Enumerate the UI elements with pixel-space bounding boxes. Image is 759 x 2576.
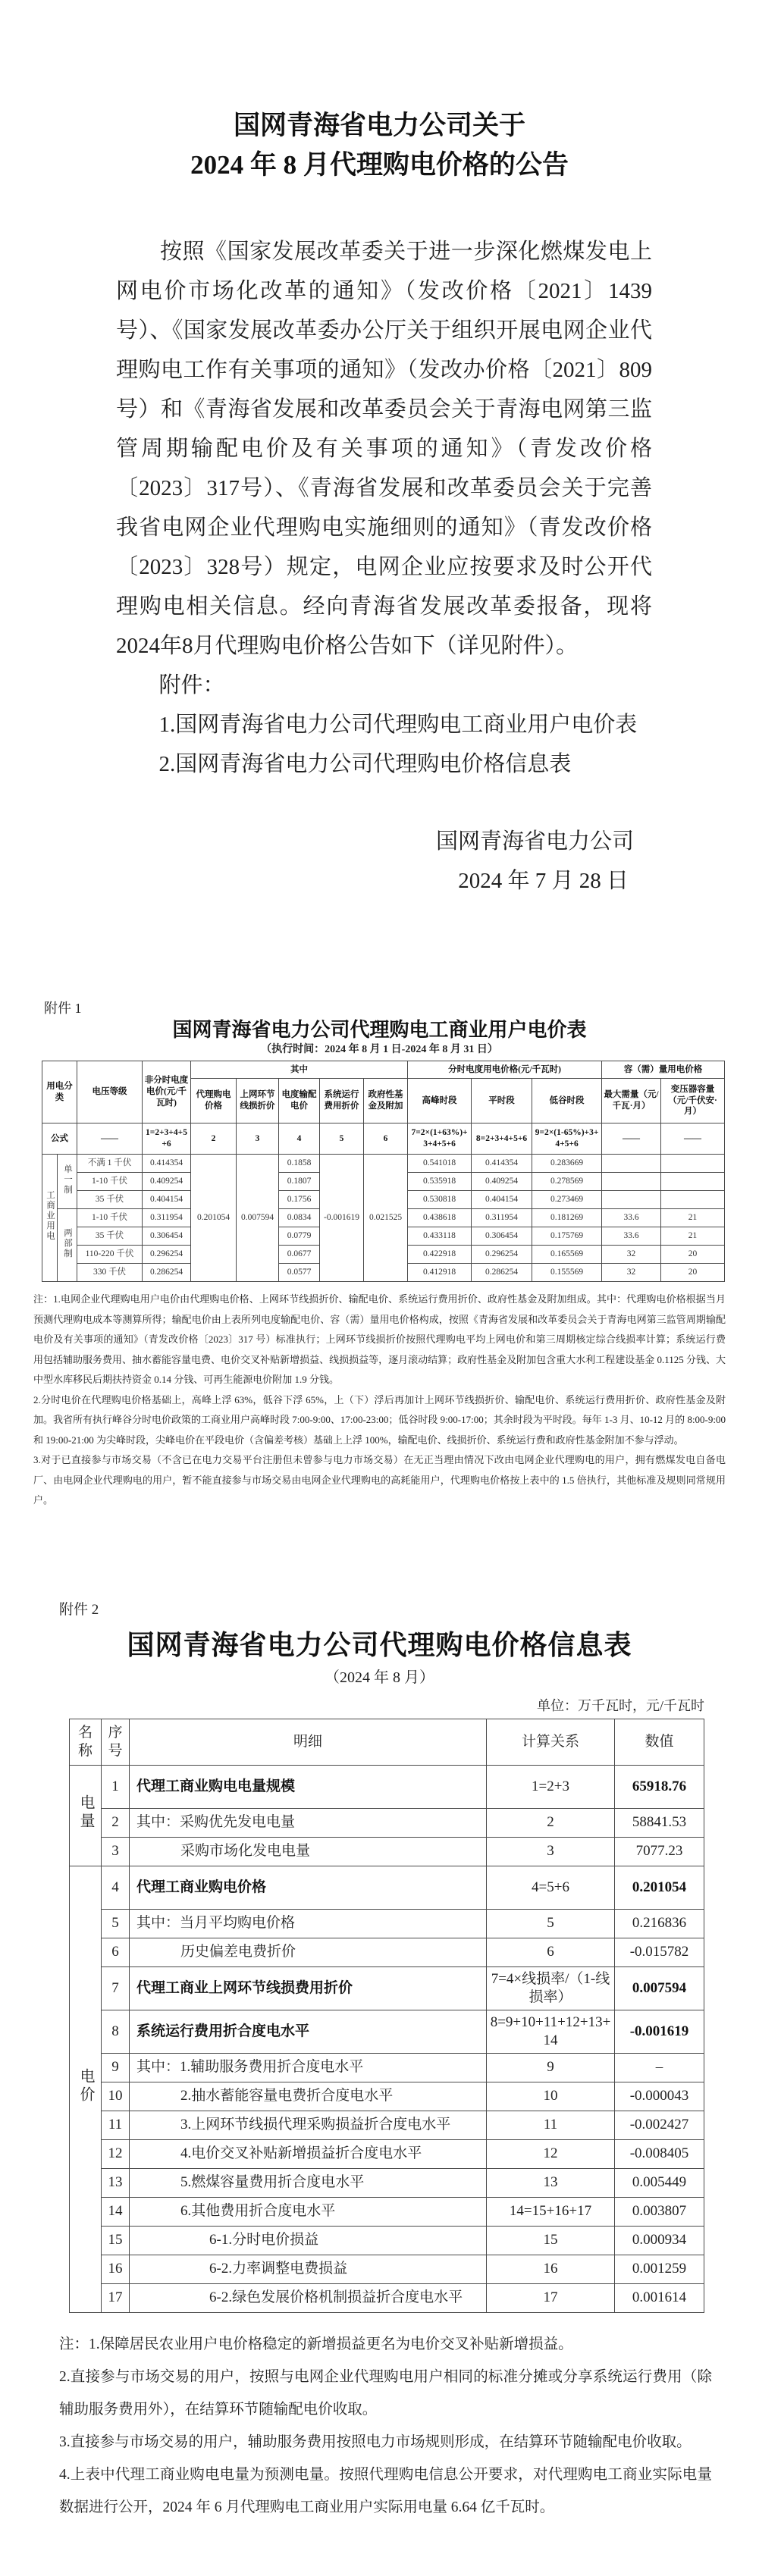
row-value: 58841.53	[615, 1808, 704, 1837]
row-value: 0.001259	[615, 2255, 704, 2283]
peak-cell: 0.433118	[408, 1227, 472, 1246]
formula-system: 5	[320, 1123, 364, 1155]
annex2-label: 附件 2	[59, 1601, 99, 1618]
row-detail: 3.上网环节线损代理采购损益折合度电水平	[130, 2111, 487, 2139]
table-row	[70, 2010, 704, 2053]
col-name: 名称	[70, 1719, 102, 1765]
peak-cell: 0.535918	[408, 1173, 472, 1191]
col-value: 数值	[615, 1719, 704, 1765]
row-value: 0.001614	[615, 2283, 704, 2312]
row-detail: 其中：当月平均购电价格	[130, 1909, 487, 1938]
row-value: 0.201054	[615, 1866, 704, 1909]
section-energy-cell	[70, 1765, 102, 1866]
transformer-cell	[661, 1155, 725, 1173]
valley-cell: 0.278569	[532, 1173, 602, 1191]
voltage-cell: 330 千伏	[77, 1264, 143, 1282]
row-relation: 16	[487, 2255, 615, 2283]
voltage-cell: 1-10 千伏	[77, 1173, 143, 1191]
formula-label: 公式	[42, 1123, 77, 1155]
row-value: 0.003807	[615, 2197, 704, 2226]
row-relation: 13	[487, 2168, 615, 2197]
row-relation: 17	[487, 2283, 615, 2312]
announcement-paragraph: 按照《国家发展改革委关于进一步深化燃煤发电上网电价市场化改革的通知》（发改价格〔2021〕1439号）、《国家发展改革委办公厅关于组织开展电网企业代理购电工作有关事项的通知》（发改办价格〔2021〕809号）和《青海省发展和改革委员会关于青海电网第三监管周期输配电价及有关事项的通知》（青发改价格〔2023〕317号）、《青海省发展和改革委员会关于完善我省电网企业代理购电实施细则的通知》（青发改价格〔2023〕328号）规定，电网企业应按要求及时公开代理购电相关信息。经向青海省发展改革委报备，现将2024年8月代理购电价格公告如下（详见附件）。	[116, 240, 652, 658]
col-relation: 计算关系	[487, 1719, 615, 1765]
table-row	[70, 2283, 704, 2312]
formula-lineloss: 3	[237, 1123, 279, 1155]
row-value: -0.001619	[615, 2010, 704, 2053]
formula-peak: 7=2×(1+63%)+3+4+5+6	[408, 1123, 472, 1155]
signature-company: 国网青海省电力公司	[435, 829, 634, 854]
row-relation: 12	[487, 2139, 615, 2168]
table-row	[70, 2111, 704, 2139]
col-transformer-capacity: 变压器容量（元/千伏安·月）	[661, 1079, 725, 1123]
transformer-cell	[661, 1173, 725, 1191]
annex1-table-subtitle: （执行时间：2024 年 8 月 1 日-2024 年 8 月 31 日）	[261, 1044, 498, 1055]
row-detail: 6-2.绿色发展价格机制损益折合度电水平	[130, 2283, 487, 2312]
row-value: 65918.76	[615, 1765, 704, 1808]
attachments-label: 附件：	[158, 673, 225, 697]
flat-cell: 0.306454	[472, 1227, 532, 1246]
row-detail: 采购市场化发电电量	[130, 1837, 487, 1866]
row-no: 15	[102, 2226, 130, 2255]
voltage-cell: 1-10 千伏	[77, 1209, 143, 1227]
row-no: 14	[102, 2197, 130, 2226]
max-demand-cell	[602, 1155, 661, 1173]
col-lineloss-discount: 上网环节线损折价	[237, 1079, 279, 1123]
annex1-notes	[33, 1290, 726, 1511]
row-no: 2	[102, 1808, 130, 1837]
row-relation: 4=5+6	[487, 1866, 615, 1909]
col-no: 序号	[102, 1719, 130, 1765]
max-demand-cell	[602, 1173, 661, 1191]
row-value: –	[615, 2053, 704, 2082]
annex2-unit-note: 单位：万千瓦时，元/千瓦时	[537, 1697, 704, 1713]
signature-date: 2024 年 7 月 28 日	[458, 869, 629, 893]
formula-max-demand: ——	[602, 1123, 661, 1155]
lineloss-cell: 0.007594	[237, 1155, 279, 1282]
valley-cell: 0.283669	[532, 1155, 602, 1173]
transformer-cell: 21	[661, 1209, 725, 1227]
row-relation: 9	[487, 2053, 615, 2082]
announcement-title-line1: 国网青海省电力公司关于	[233, 111, 525, 140]
usage-category-label: 工商业用电	[45, 1190, 55, 1242]
row-detail: 2.抽水蓄能容量电费折合度电水平	[130, 2082, 487, 2111]
table-row	[70, 2197, 704, 2226]
row-detail: 4.电价交叉补贴新增损益折合度电水平	[130, 2139, 487, 2168]
usage-category-cell	[42, 1155, 58, 1282]
flat-cell: 0.296254	[472, 1246, 532, 1264]
annex2-table-subtitle: （2024 年 8 月）	[325, 1669, 434, 1686]
row-detail: 历史偏差电费折价	[130, 1938, 487, 1966]
col-distribution-price: 电度输配电价	[279, 1079, 320, 1123]
formula-nontime: 1=2+3+4+5+6	[143, 1123, 191, 1155]
peak-cell: 0.541018	[408, 1155, 472, 1173]
distribution-cell: 0.0779	[279, 1227, 320, 1246]
formula-govfund: 6	[364, 1123, 408, 1155]
single-system-label: 单一制	[62, 1164, 72, 1196]
annex1-note-3: 3.对于已直接参与市场交易（不含已在电力交易平台注册但未曾参与电力市场交易）在无正当理由情况下改由电网企业代理购电的用户，拥有燃煤发电自备电厂、由电网企业代理购电的用户，暂不能直接参与市场交易由电网企业代理购电的高耗能用户，代理购电价格按上表中的 1.5 倍执行，其他标准及规则同常规用户。	[33, 1454, 726, 1506]
max-demand-cell	[602, 1191, 661, 1209]
transformer-cell: 21	[661, 1227, 725, 1246]
price-information-table	[69, 1719, 704, 2313]
row-value: -0.015782	[615, 1938, 704, 1966]
flat-cell: 0.414354	[472, 1155, 532, 1173]
row-detail: 6-1.分时电价损益	[130, 2226, 487, 2255]
annex2-notes	[59, 2328, 712, 2524]
table-row	[70, 2168, 704, 2197]
row-no: 11	[102, 2111, 130, 2139]
distribution-cell: 0.1756	[279, 1191, 320, 1209]
voltage-cell: 不满 1 千伏	[77, 1155, 143, 1173]
nontime-cell: 0.311954	[143, 1209, 191, 1227]
col-agency-price: 代理购电价格	[191, 1079, 237, 1123]
row-relation: 7=4×线损率/（1-线损率）	[487, 1966, 615, 2010]
formula-distribution: 4	[279, 1123, 320, 1155]
annex1-table-title: 国网青海省电力公司代理购电工商业用户电价表	[172, 1019, 587, 1041]
row-value: 0.216836	[615, 1909, 704, 1938]
annex2-note-4: 4.上表中代理工商业购电电量为预测电量。按照代理购电信息公开要求，对代理购电工商业实际电量数据进行公开，2024 年 6 月代理购电工商业用户实际用电量 6.64 亿千瓦时。	[59, 2466, 712, 2515]
formula-agency: 2	[191, 1123, 237, 1155]
gov-fund-cell: 0.021525	[364, 1155, 408, 1282]
nontime-cell: 0.306454	[143, 1227, 191, 1246]
formula-flat: 8=2+3+4+5+6	[472, 1123, 532, 1155]
annex2-note-3: 3.直接参与市场交易的用户，辅助服务费用按照电力市场规则形成，在结算环节随输配电价收取。	[59, 2433, 692, 2450]
table-row	[70, 1837, 704, 1866]
peak-cell: 0.530818	[408, 1191, 472, 1209]
table-row	[42, 1155, 725, 1173]
row-no: 8	[102, 2010, 130, 2053]
two-part-system-cell	[58, 1209, 77, 1282]
industrial-commercial-price-table	[42, 1061, 725, 1282]
transformer-cell: 20	[661, 1246, 725, 1264]
formula-row	[42, 1123, 725, 1155]
annex1-note-2: 2.分时电价在代理购电价格基础上，高峰上浮 63%，低谷下浮 65%，上（下）浮后再加计上网环节线损折价、输配电价、系统运行费用折价、政府性基金及附加。我省所有执行峰谷分时电价政策的工商业用户高峰时段 7:00-9:00、17:00-23:00；低谷时段 9:00-17:00；其余时段为平时段。每年 1-3 月、10-12 月的 8:00-9:00 和 19:00-21:00 为尖峰时段，尖峰电价在平段电价（含偏差考核）基础上上浮 100%，输配电价、线损折价、系统运行费和政府性基金附加不参与浮动。	[33, 1393, 726, 1446]
group-among: 其中	[191, 1061, 408, 1079]
row-no: 16	[102, 2255, 130, 2283]
col-gov-fund: 政府性基金及附加	[364, 1079, 408, 1123]
transformer-cell	[661, 1191, 725, 1209]
announcement-title-line2: 2024 年 8 月代理购电价格的公告	[190, 150, 569, 180]
row-relation: 14=15+16+17	[487, 2197, 615, 2226]
max-demand-cell: 33.6	[602, 1209, 661, 1227]
row-value: 0.005449	[615, 2168, 704, 2197]
col-valley: 低谷时段	[532, 1079, 602, 1123]
col-nontime-price: 非分时电度电价(元/千瓦时)	[143, 1061, 191, 1123]
section-price-label: 电价	[77, 2068, 94, 2105]
attachment-item-1: 1.国网青海省电力公司代理购电工商业用户电价表	[158, 713, 638, 737]
table-row	[70, 2226, 704, 2255]
flat-cell: 0.404154	[472, 1191, 532, 1209]
col-usage-class: 用电分类	[42, 1061, 77, 1123]
formula-valley: 9=2×(1-65%)+3+4+5+6	[532, 1123, 602, 1155]
section-price-cell	[70, 1866, 102, 2312]
nontime-cell: 0.296254	[143, 1246, 191, 1264]
valley-cell: 0.165569	[532, 1246, 602, 1264]
row-value: -0.002427	[615, 2111, 704, 2139]
max-demand-cell: 33.6	[602, 1227, 661, 1246]
row-detail: 系统运行费用折合度电水平	[130, 2010, 487, 2053]
announcement-title	[61, 106, 698, 185]
row-detail: 其中：采购优先发电电量	[130, 1808, 487, 1837]
voltage-cell: 35 千伏	[77, 1191, 143, 1209]
row-detail: 6.其他费用折合度电水平	[130, 2197, 487, 2226]
row-value: 7077.23	[615, 1837, 704, 1866]
row-relation: 6	[487, 1938, 615, 1966]
row-detail: 5.燃煤容量费用折合度电水平	[130, 2168, 487, 2197]
row-detail: 代理工商业购电价格	[130, 1866, 487, 1909]
row-relation: 11	[487, 2111, 615, 2139]
table-row	[70, 2139, 704, 2168]
row-no: 1	[102, 1765, 130, 1808]
system-cost-cell: -0.001619	[320, 1155, 364, 1282]
row-detail: 代理工商业上网环节线损费用折价	[130, 1966, 487, 2010]
col-max-demand: 最大需量（元/千瓦·月）	[602, 1079, 661, 1123]
row-no: 6	[102, 1938, 130, 1966]
row-detail: 6-2.力率调整电费损益	[130, 2255, 487, 2283]
agency-price-cell: 0.201054	[191, 1155, 237, 1282]
section-energy-label: 电量	[77, 1794, 94, 1832]
max-demand-cell: 32	[602, 1264, 661, 1282]
table-row	[70, 1909, 704, 1938]
annex2-note-2: 2.直接参与市场交易的用户，按照与电网企业代理购电用户相同的标准分摊或分享系统运行费用（除辅助服务费用外），在结算环节随输配电价收取。	[59, 2368, 712, 2418]
table-row	[70, 1808, 704, 1837]
flat-cell: 0.286254	[472, 1264, 532, 1282]
max-demand-cell: 32	[602, 1246, 661, 1264]
row-relation: 1=2+3	[487, 1765, 615, 1808]
transformer-cell: 20	[661, 1264, 725, 1282]
distribution-cell: 0.1807	[279, 1173, 320, 1191]
two-part-system-label: 两部制	[62, 1227, 72, 1259]
row-relation: 5	[487, 1909, 615, 1938]
col-detail: 明细	[130, 1719, 487, 1765]
row-value: -0.008405	[615, 2139, 704, 2168]
row-no: 4	[102, 1866, 130, 1909]
row-no: 9	[102, 2053, 130, 2082]
annex1-note-1: 注：1.电网企业代理购电用户电价由代理购电价格、上网环节线损折价、输配电价、系统运行费用折价、政府性基金及附加组成。其中：代理购电价格根据当月预测代理购电成本等测算所得；输配电价由上表所列电度输配电价、容（需）量用电价格构成，按照《青海省发展和改革委员会关于青海电网第三监管周期输配电价及有关事项的通知》（青发改价格〔2023〕317 号）标准执行；上网环节线损折价按照代理购电平均上网电价和第三周期核定综合线损率计算；系统运行费用包括辅助服务费用、抽水蓄能容量电费、电价交叉补贴新增损益、线损损益等，逐月滚动结算；政府性基金及附加包含重大水利工程建设基金 0.1125 分钱、大中型水库移民后期扶持资金 0.14 分钱、可再生能源电价附加 1.9 分钱。	[33, 1293, 726, 1385]
row-no: 5	[102, 1909, 130, 1938]
annex2-note-1: 注：1.保障居民农业用户电价格稳定的新增损益更名为电价交叉补贴新增损益。	[59, 2336, 573, 2352]
nontime-cell: 0.286254	[143, 1264, 191, 1282]
table-row	[70, 2053, 704, 2082]
row-relation: 2	[487, 1808, 615, 1837]
table-row	[70, 1966, 704, 2010]
table-row	[70, 2082, 704, 2111]
table-row	[70, 1866, 704, 1909]
peak-cell: 0.422918	[408, 1246, 472, 1264]
distribution-cell: 0.1858	[279, 1155, 320, 1173]
valley-cell: 0.181269	[532, 1209, 602, 1227]
table-row	[70, 2255, 704, 2283]
formula-transformer: ——	[661, 1123, 725, 1155]
col-flat: 平时段	[472, 1079, 532, 1123]
row-no: 13	[102, 2168, 130, 2197]
row-no: 7	[102, 1966, 130, 2010]
row-relation: 10	[487, 2082, 615, 2111]
row-no: 17	[102, 2283, 130, 2312]
distribution-cell: 0.0577	[279, 1264, 320, 1282]
group-tou-price: 分时电度用电价格(元/千瓦时)	[408, 1061, 602, 1079]
peak-cell: 0.412918	[408, 1264, 472, 1282]
single-system-cell	[58, 1155, 77, 1209]
valley-cell: 0.273469	[532, 1191, 602, 1209]
valley-cell: 0.155569	[532, 1264, 602, 1282]
row-no: 10	[102, 2082, 130, 2111]
row-no: 3	[102, 1837, 130, 1866]
row-value: -0.000043	[615, 2082, 704, 2111]
valley-cell: 0.175769	[532, 1227, 602, 1246]
row-relation: 8=9+10+11+12+13+14	[487, 2010, 615, 2053]
nontime-cell: 0.414354	[143, 1155, 191, 1173]
announcement-body	[116, 232, 652, 666]
table-row	[70, 1765, 704, 1808]
flat-cell: 0.311954	[472, 1209, 532, 1227]
flat-cell: 0.409254	[472, 1173, 532, 1191]
voltage-cell: 110-220 千伏	[77, 1246, 143, 1264]
peak-cell: 0.438618	[408, 1209, 472, 1227]
row-detail: 代理工商业购电电量规模	[130, 1765, 487, 1808]
row-value: 0.000934	[615, 2226, 704, 2255]
annex2-table-title: 国网青海省电力公司代理购电价格信息表	[127, 1629, 632, 1660]
row-detail: 其中：1.辅助服务费用折合度电水平	[130, 2053, 487, 2082]
col-system-cost: 系统运行费用折价	[320, 1079, 364, 1123]
attachment-item-2: 2.国网青海省电力公司代理购电价格信息表	[158, 752, 572, 776]
row-relation: 15	[487, 2226, 615, 2255]
col-peak: 高峰时段	[408, 1079, 472, 1123]
annex1-label: 附件 1	[44, 1001, 82, 1016]
voltage-cell: 35 千伏	[77, 1227, 143, 1246]
nontime-cell: 0.409254	[143, 1173, 191, 1191]
row-relation: 3	[487, 1837, 615, 1866]
table-row	[70, 1938, 704, 1966]
distribution-cell: 0.0677	[279, 1246, 320, 1264]
row-value: 0.007594	[615, 1966, 704, 2010]
col-voltage-level: 电压等级	[77, 1061, 143, 1123]
group-capacity-price: 容（需）量用电价格	[602, 1061, 725, 1079]
formula-voltage: ——	[77, 1123, 143, 1155]
nontime-cell: 0.404154	[143, 1191, 191, 1209]
distribution-cell: 0.0834	[279, 1209, 320, 1227]
row-no: 12	[102, 2139, 130, 2168]
